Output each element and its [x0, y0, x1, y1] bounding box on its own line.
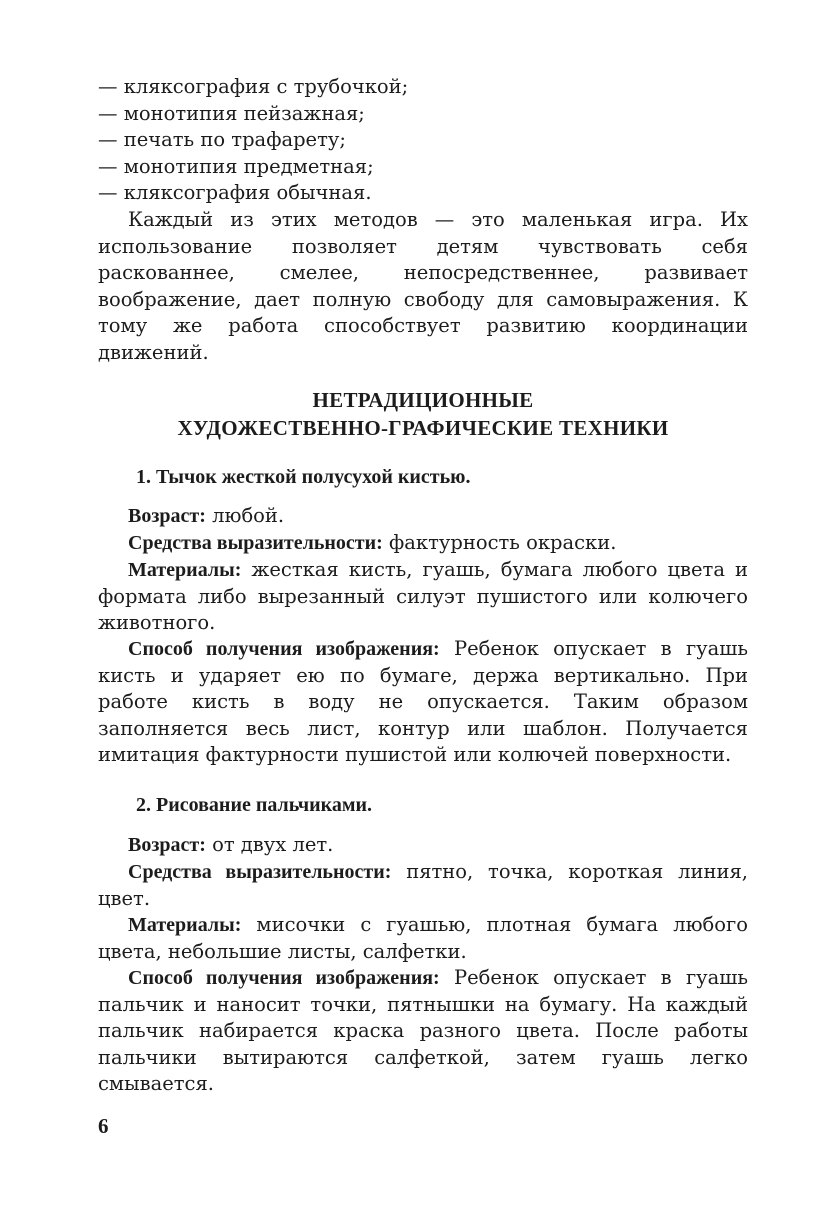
section-title-line: ХУДОЖЕСТВЕННО-ГРАФИЧЕСКИЕ ТЕХНИКИ — [177, 416, 669, 440]
field-label: Способ получения изображения: — [128, 967, 440, 989]
technique-title: 1. Тычок жесткой полусухой кистью. — [136, 466, 471, 488]
age-field — [98, 503, 748, 530]
field-value: Ребенок опускает в гуашь пальчик и наносит точки, пятнышки на бумагу. На каждый пальчик набирается краска разного цвета. После работы пальчики вытираются салфеткой, затем гуашь легко смывается. — [98, 966, 748, 1095]
field-label: Возраст: — [128, 505, 206, 527]
field-label: Способ получения изображения: — [128, 638, 440, 660]
list-item: — кляксография обычная. — [98, 181, 372, 204]
field-value: пятно, точка, короткая линия, цвет. — [98, 860, 748, 910]
technique-title: 2. Рисование пальчиками. — [136, 794, 372, 816]
means-field — [98, 530, 748, 557]
field-value: от двух лет. — [212, 833, 334, 856]
materials-field — [98, 557, 748, 637]
list-item: — кляксография с трубочкой; — [98, 75, 409, 98]
materials-field — [98, 912, 748, 965]
list-item: — монотипия предметная; — [98, 154, 374, 178]
field-value: любой. — [212, 504, 285, 527]
means-field — [98, 859, 748, 912]
technique-list — [98, 74, 748, 207]
field-value: мисочки с гуашью, плотная бумага любого цвета, небольшие листы, салфетки. — [98, 913, 748, 963]
list-item: — монотипия пейзажная; — [98, 101, 365, 125]
section-title-line: НЕТРАДИЦИОННЫЕ — [312, 388, 534, 412]
field-label: Средства выразительности: — [128, 861, 392, 883]
field-label: Материалы: — [128, 559, 242, 581]
field-value: фактурность окраски. — [389, 531, 617, 554]
section-title — [98, 386, 748, 442]
field-label: Возраст: — [128, 834, 206, 856]
intro-paragraph: Каждый из этих методов — это маленькая игра. Их использование позволяет детям чувствовать себя раскованнее, смелее, непосредственнее, развивает воображение, дает полную свободу для самовыражения. К тому же работа способствует развитию координации движений. — [98, 208, 748, 364]
page-number: 6 — [98, 1114, 109, 1138]
age-field — [98, 832, 748, 859]
field-value: жесткая кисть, гуашь, бумага любого цвета и формата либо вырезанный силуэт пушистого или колючего животного. — [98, 558, 748, 634]
field-label: Материалы: — [128, 914, 242, 936]
list-item: — печать по трафарету; — [98, 128, 346, 151]
method-field — [98, 636, 748, 769]
method-field — [98, 965, 748, 1098]
field-label: Средства выразительности: — [128, 532, 383, 554]
field-value: Ребенок опускает в гуашь кисть и ударяет ею по бумаге, держа вертикально. При работе кисть в воду не опускается. Таким образом заполняется весь лист, контур или шаблон. Получается имитация фактурности пушистой или колючей поверхности. — [98, 637, 748, 766]
